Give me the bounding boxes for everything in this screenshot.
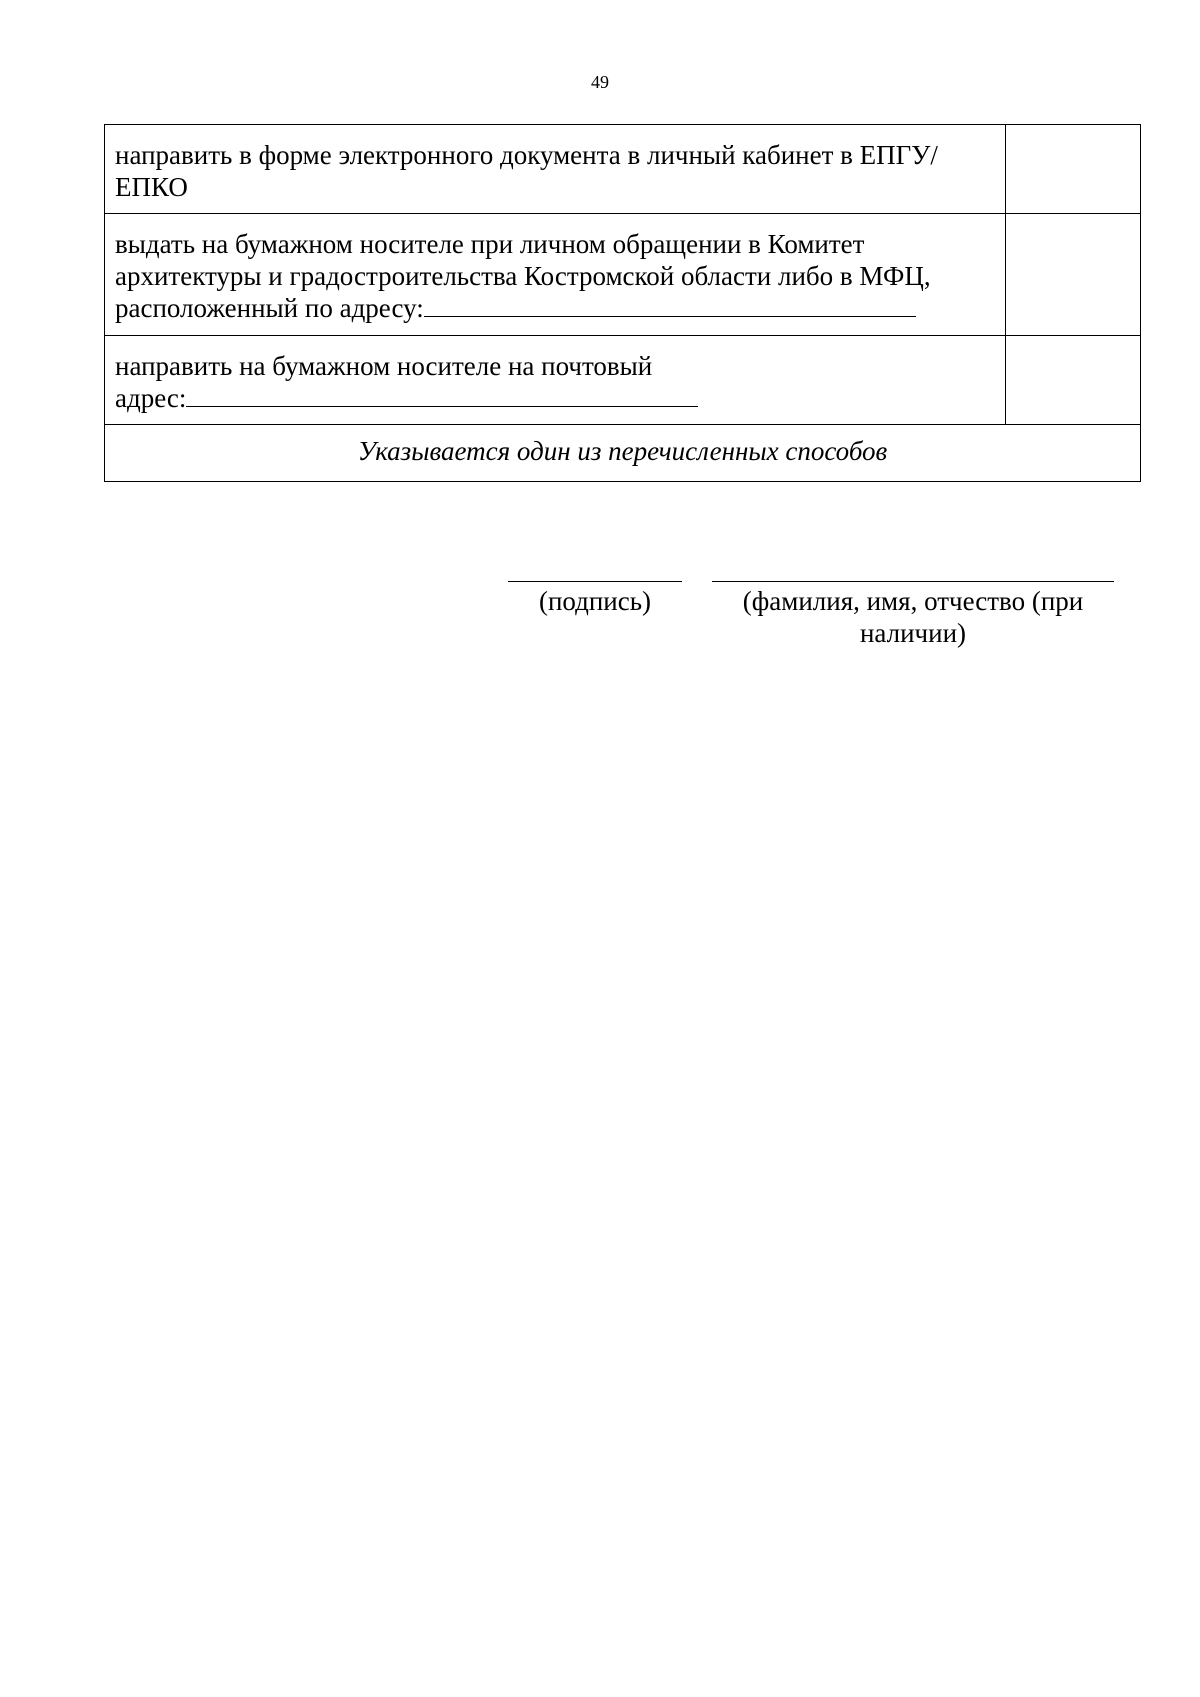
delivery-option-row-post bbox=[105, 336, 1141, 425]
page-number: 49 bbox=[591, 72, 609, 92]
delivery-option-text bbox=[105, 214, 1006, 336]
note-row bbox=[105, 425, 1141, 482]
signature-block bbox=[0, 559, 1200, 659]
note-text: Указывается один из перечисленных способов bbox=[105, 425, 1141, 482]
address-blank-line[interactable] bbox=[424, 294, 916, 317]
option-text-line: направить в форме электронного документа в личный кабинет в ЕПГУ/ bbox=[115, 140, 938, 170]
full-name-line[interactable] bbox=[712, 581, 1114, 582]
signature-line[interactable] bbox=[508, 581, 682, 582]
option-text-line: адрес: bbox=[115, 383, 187, 413]
option-text-line: направить на бумажном носителе на почтовый bbox=[115, 351, 653, 381]
option-text-line: архитектуры и градостроительства Костромской области либо в МФЦ, bbox=[115, 261, 931, 291]
delivery-option-text bbox=[105, 336, 1006, 425]
option-text-line: выдать на бумажном носителе при личном обращении в Комитет bbox=[115, 229, 865, 259]
delivery-option-text bbox=[105, 125, 1006, 214]
option-text-line: расположенный по адресу: bbox=[115, 293, 424, 323]
option-text-line: ЕПКО bbox=[115, 172, 188, 202]
delivery-option-row-in-person bbox=[105, 214, 1141, 336]
option-checkbox-cell[interactable] bbox=[1006, 336, 1141, 425]
delivery-options-table bbox=[104, 124, 1141, 482]
option-checkbox-cell[interactable] bbox=[1006, 125, 1141, 214]
delivery-option-row-electronic bbox=[105, 125, 1141, 214]
full-name-caption: (фамилия, имя, отчество (при наличии) bbox=[742, 586, 1084, 648]
signature-caption: (подпись) bbox=[538, 586, 652, 616]
postal-address-blank-line[interactable] bbox=[186, 384, 698, 407]
option-checkbox-cell[interactable] bbox=[1006, 214, 1141, 336]
